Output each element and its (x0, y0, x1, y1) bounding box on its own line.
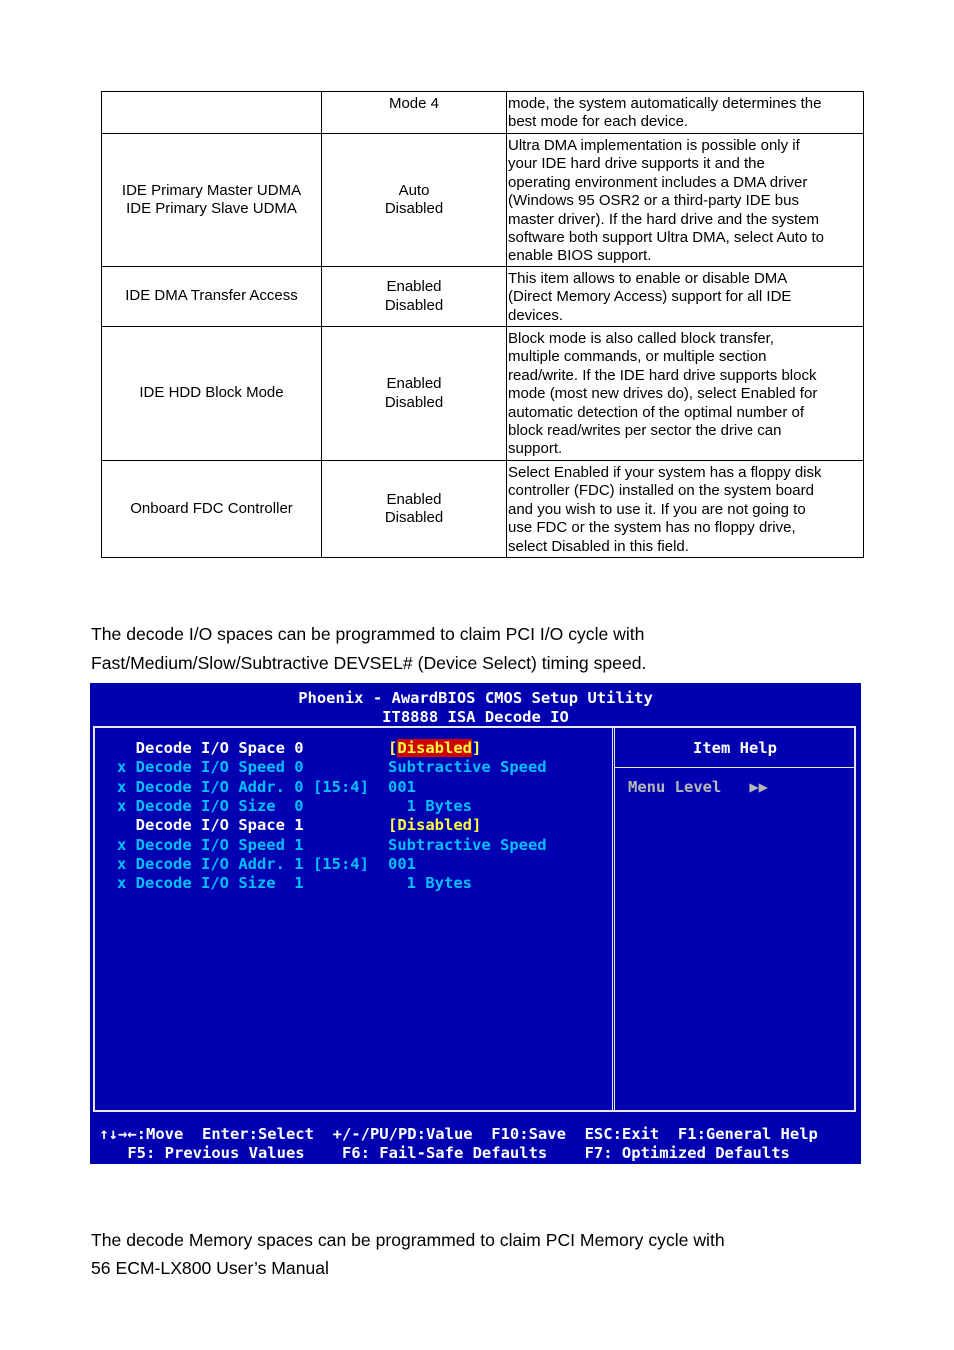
bios-screen (90, 683, 861, 1164)
option-name-cell (102, 327, 322, 461)
option-description-cell-line: mode (most new drives do), select Enabled for (508, 385, 818, 403)
bios-item-value[interactable]: 1 Bytes (388, 796, 472, 815)
option-description-cell-line: Select Enabled if your system has a floppy disk (508, 464, 822, 481)
option-values-cell (322, 134, 507, 267)
option-values-cell-line: Disabled (384, 296, 444, 314)
option-values-cell-line: Enabled (386, 278, 442, 296)
option-name-cell (102, 92, 322, 134)
bios-help-divider (615, 767, 854, 768)
option-description-cell-line: read/write. If the IDE hard drive supports block (508, 366, 817, 384)
bios-item-label[interactable]: x Decode I/O Addr. 0 [15:4] (117, 777, 369, 796)
option-values-cell-line: Enabled (386, 375, 442, 393)
option-description-cell-line: Block mode is also called block transfer, (508, 330, 774, 347)
option-description-cell-line: master driver). If the hard drive and the system (508, 210, 819, 228)
table-row (102, 327, 864, 461)
option-name-cell-line: IDE Primary Master UDMA (121, 181, 302, 199)
bios-item-value[interactable]: [Disabled] (388, 739, 482, 757)
bios-item-value[interactable]: 1 Bytes (388, 874, 472, 893)
option-description-cell-line: (Direct Memory Access) support for all IDE (508, 288, 792, 306)
page-footer: 56 ECM-LX800 User’s Manual (91, 1258, 329, 1278)
option-description-cell-line: Ultra DMA implementation is possible only if (508, 137, 800, 154)
bios-item-label[interactable]: x Decode I/O Speed 1 (117, 835, 304, 854)
paragraph-line: The decode I/O spaces can be programmed to claim PCI I/O cycle with (91, 624, 645, 644)
bios-item-value[interactable]: [Disabled] (388, 816, 482, 835)
bios-item-label[interactable]: x Decode I/O Speed 0 (117, 758, 304, 777)
option-values-cell-line: Disabled (384, 509, 444, 526)
option-description-cell-line: and you wish to use it. If you are not going to (508, 500, 806, 518)
bios-item-label[interactable]: Decode I/O Space 0 (117, 739, 304, 757)
option-values-cell-line: Disabled (384, 200, 444, 217)
bios-panel-divider (612, 728, 615, 1111)
option-description-cell-line: devices. (508, 306, 564, 324)
bios-item-value[interactable]: Subtractive Speed (388, 835, 547, 854)
paragraph-line: Fast/Medium/Slow/Subtractive DEVSEL# (Device Select) timing speed. (91, 653, 647, 673)
option-values-cell (322, 267, 507, 327)
option-name-cell-line: IDE Primary Slave UDMA (126, 200, 297, 217)
option-description-cell-line: (Windows 95 OSR2 or a third-party IDE bus (508, 192, 799, 210)
bios-subtitle: IT8888 ISA Decode IO (382, 708, 569, 726)
option-description-cell-line: best mode for each device. (508, 113, 689, 131)
option-description-cell-line: support. (508, 440, 563, 458)
option-values-cell-line: Auto (398, 181, 430, 199)
bios-item-label[interactable]: Decode I/O Space 1 (117, 816, 304, 835)
option-values-cell-line: Enabled (386, 490, 442, 508)
table-row (102, 267, 864, 327)
menu-level-label: Menu Level ▶▶ (628, 778, 768, 796)
bios-item-label[interactable]: x Decode I/O Addr. 1 [15:4] (117, 854, 369, 873)
option-description-cell (507, 267, 864, 327)
option-description-cell-line: automatic detection of the optimal number of (508, 403, 805, 421)
option-description-cell-line: mode, the system automatically determines the (508, 95, 822, 112)
option-name-cell-line: IDE DMA Transfer Access (125, 287, 298, 305)
table-row (102, 134, 864, 267)
option-description-cell-line: your IDE hard drive supports it and the (508, 155, 765, 173)
option-description-cell (507, 327, 864, 461)
option-values-cell-line: Disabled (384, 393, 444, 411)
option-description-cell (507, 92, 864, 134)
option-name-cell (102, 461, 322, 558)
bios-title: Phoenix - AwardBIOS CMOS Setup Utility (298, 689, 653, 707)
bios-key-legend-2: F5: Previous Values F6: Fail-Safe Defaults F7: Optimized Defaults (90, 1144, 790, 1162)
option-values-cell-line: Mode 4 (388, 95, 440, 112)
bios-item-value[interactable]: 001 (388, 854, 416, 873)
table-row (102, 92, 864, 134)
option-values-cell (322, 92, 507, 134)
bios-key-legend-1: ↑↓→←:Move Enter:Select +/-/PU/PD:Value F10:Save ESC:Exit F1:General Help (90, 1125, 818, 1143)
item-help-title: Item Help (693, 739, 777, 757)
option-name-cell-line: Onboard FDC Controller (130, 499, 293, 517)
decode-memory-paragraph: The decode Memory spaces can be programmed to claim PCI Memory cycle with (91, 1230, 725, 1250)
option-values-cell (322, 327, 507, 461)
option-description-cell-line: software both support Ultra DMA, select Auto to (508, 229, 824, 247)
bios-options-table (101, 91, 864, 558)
option-description-cell-line: This item allows to enable or disable DMA (508, 270, 788, 287)
table-row (102, 461, 864, 558)
option-values-cell (322, 461, 507, 558)
option-name-cell (102, 134, 322, 267)
option-description-cell-line: multiple commands, or multiple section (508, 348, 767, 366)
bios-item-label[interactable]: x Decode I/O Size 0 (117, 796, 304, 815)
option-description-cell-line: select Disabled in this field. (508, 537, 689, 555)
option-description-cell-line: use FDC or the system has no floppy drive, (508, 519, 796, 537)
decode-io-paragraph (91, 620, 871, 678)
option-description-cell-line: enable BIOS support. (508, 247, 652, 265)
option-description-cell (507, 134, 864, 267)
option-description-cell (507, 461, 864, 558)
option-description-cell-line: controller (FDC) installed on the system board (508, 482, 814, 500)
option-name-cell-line: IDE HDD Block Mode (139, 384, 284, 402)
bios-item-value[interactable]: Subtractive Speed (388, 758, 547, 777)
option-description-cell-line: block read/writes per sector the drive can (508, 422, 782, 440)
selected-value-highlight[interactable]: Disabled (397, 739, 472, 757)
bios-item-value[interactable]: 001 (388, 777, 416, 796)
bios-item-label[interactable]: x Decode I/O Size 1 (117, 874, 304, 893)
option-description-cell-line: operating environment includes a DMA driver (508, 173, 808, 191)
option-name-cell (102, 267, 322, 327)
